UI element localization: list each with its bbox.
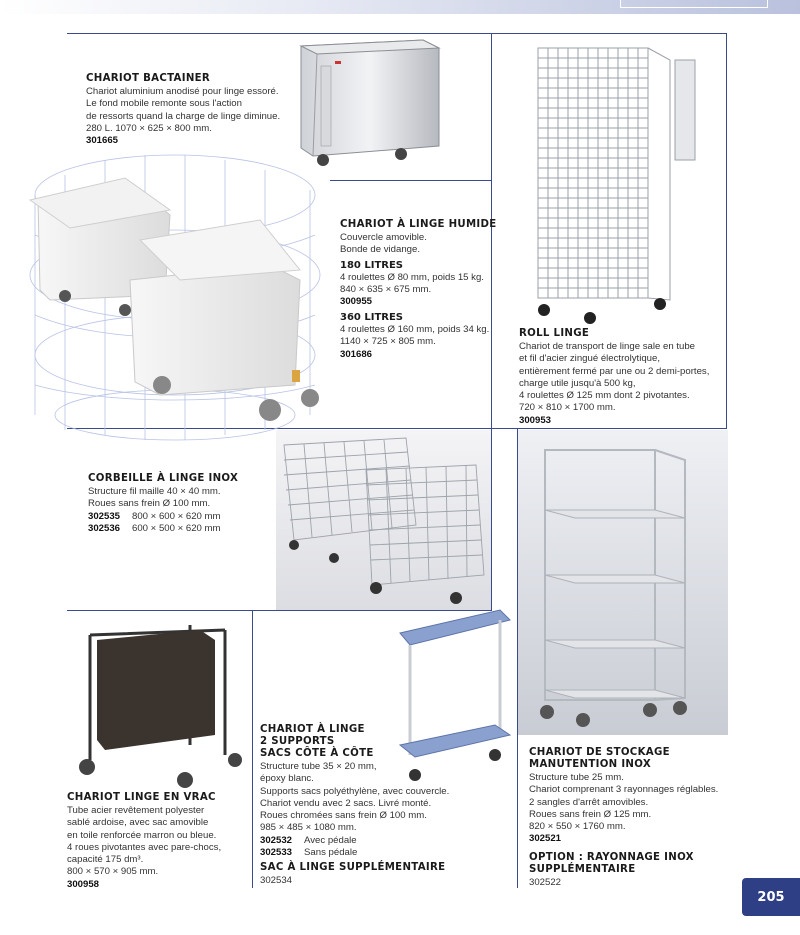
corbeille-title: CORBEILLE À LINGE INOX	[88, 473, 239, 484]
corbeille-desc: Structure fil maille 40 × 40 mm. Roues sans frein Ø 100 mm.	[88, 486, 221, 510]
vrac-ref: 300958	[67, 878, 100, 890]
supports-title: CHARIOT À LINGE 2 SUPPORTS SACS CÔTE À CÔTE	[260, 724, 374, 759]
stockage-option-title: OPTION : RAYONNAGE INOX SUPPLÉMENTAIRE	[529, 851, 694, 875]
stockage-desc: Structure tube 25 mm. Chariot comprenant 3 rayonnages réglables. 2 sangles d'arrêt amovibles. Roues sans frein Ø 125 mm. 820 × 550 × 1760 mm.	[529, 772, 719, 833]
corbeille-ref-code: 302535	[88, 510, 121, 522]
humide-title: CHARIOT À LINGE HUMIDE	[340, 219, 497, 230]
humide-block	[340, 219, 500, 361]
vrac-image	[75, 615, 245, 790]
stockage-ref: 302521	[529, 833, 562, 845]
corbeille-block	[88, 473, 273, 535]
rule-top	[67, 33, 727, 34]
stockage-option-ref: 302522	[529, 876, 562, 888]
bactainer-ref: 301665	[86, 135, 119, 147]
roll-desc: Chariot de transport de linge sale en tube et fil d'acier zingué électrolytique, entièrement fermé par une ou 2 demi-portes, charge utile jusqu'à 500 kg, 4 roulettes Ø 125 mm dont 2 pivotantes. 720 × 810 × 1700 mm.	[519, 341, 710, 414]
humide-180-desc: 4 roulettes Ø 80 mm, poids 15 kg. 840 × 635 × 675 mm.	[340, 271, 484, 296]
corbeille-ref-row	[88, 523, 273, 535]
bactainer-title: CHARIOT BACTAINER	[86, 73, 211, 84]
corbeille-ref-dims: 800 × 600 × 620 mm	[132, 510, 221, 522]
bactainer-desc: Chariot aluminium anodisé pour linge essoré. Le fond mobile remonte sous l'action de ressorts quand la charge de linge diminue. 280 L. 1070 × 625 × 800 mm.	[86, 86, 281, 134]
roll-ref: 300953	[519, 414, 552, 426]
corbeille-image	[276, 430, 491, 610]
humide-360-ref: 301686	[340, 348, 373, 360]
humide-180-ref: 300955	[340, 296, 373, 308]
roll-title: ROLL LINGE	[519, 328, 590, 339]
stockage-block	[529, 747, 734, 889]
vrac-block	[67, 792, 252, 891]
stockage-title: CHARIOT DE STOCKAGE MANUTENTION INOX	[529, 747, 670, 770]
corbeille-ref-dims: 600 × 500 × 620 mm	[132, 522, 221, 534]
humide-360-desc: 4 roulettes Ø 160 mm, poids 34 kg. 1140 × 725 × 805 mm.	[340, 324, 490, 348]
top-band	[0, 0, 800, 14]
humide-360-title: 360 LITRES	[340, 311, 404, 323]
supports-ref-row	[260, 847, 460, 859]
supports-ref-dims: Sans pédale	[304, 847, 358, 859]
rule-mid-right	[330, 180, 492, 181]
supports-ref-row	[260, 835, 460, 847]
humide-desc: Couvercle amovible. Bonde de vidange.	[340, 232, 427, 256]
page-number: 205	[742, 878, 800, 916]
supports-extra-title: SAC À LINGE SUPPLÉMENTAIRE	[260, 862, 446, 874]
corbeille-ref-row	[88, 511, 273, 523]
rule-col-mid	[252, 610, 253, 888]
corbeille-ref-code: 302536	[88, 522, 121, 534]
humide-180-title: 180 LITRES	[340, 259, 404, 271]
supports-block	[260, 724, 460, 888]
supports-desc: Structure tube 35 × 20 mm, époxy blanc. Supports sacs polyéthylène, avec couvercle. Chariot vendu avec 2 sacs. Livré monté. Roues chromées sans frein Ø 100 mm. 985 × 485 × 1080 mm.	[260, 761, 450, 834]
supports-extra-ref: 302534	[260, 875, 293, 887]
bactainer-image	[293, 36, 443, 171]
roll-block	[519, 328, 729, 427]
bactainer-block	[86, 73, 296, 147]
supports-ref-code: 302533	[260, 847, 293, 859]
humide-bins-image	[30, 170, 340, 430]
stockage-image	[525, 440, 700, 730]
supports-ref-dims: Avec pédale	[304, 834, 357, 846]
supports-ref-code: 302532	[260, 834, 293, 846]
vrac-desc: Tube acier revêtement polyester sablé ardoise, avec sac amovible en toile renforcée marron ou bleue. 4 roues pivotantes avec pare-chocs, capacité 175 dm³. 800 × 570 × 905 mm.	[67, 805, 222, 878]
vrac-title: CHARIOT LINGE EN VRAC	[67, 792, 216, 803]
roll-linge-image	[530, 40, 700, 325]
